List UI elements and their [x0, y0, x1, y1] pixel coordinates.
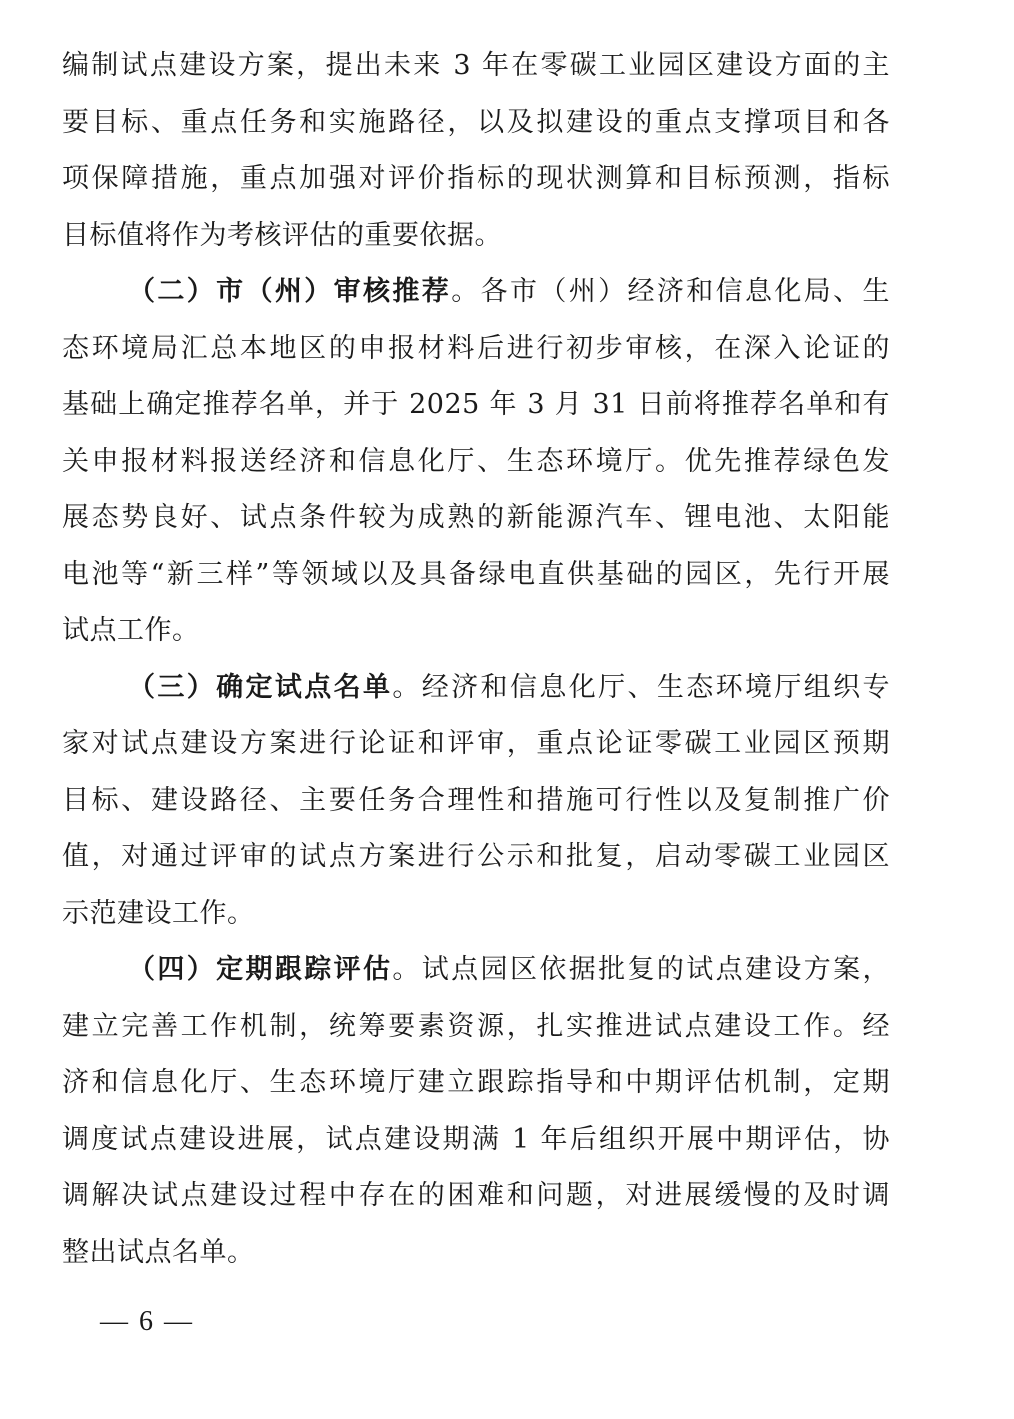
section-first-line [62, 660, 890, 717]
text-line: 目标值将作为考核评估的重要依据。 [62, 219, 502, 251]
text-line: 态环境局汇总本地区的申报材料后进行初步审核，在深入论证的 [62, 332, 890, 364]
intro-paragraph [62, 38, 890, 264]
section-text: 。经济和信息化厅、生态环境厅组织专 [392, 671, 890, 703]
text-line: 济和信息化厅、生态环境厅建立跟踪指导和中期评估机制，定期 [62, 1067, 890, 1098]
section-text: 。各市（州）经济和信息化局、生 [451, 276, 890, 307]
text-line: 基础上确定推荐名单，并于 2025 年 3 月 31 日前将推荐名单和有 [62, 389, 890, 420]
text-line: 电池等“新三样”等领域以及具备绿电直供基础的园区，先行开展 [62, 558, 890, 590]
text-line: 调解决试点建设过程中存在的困难和问题，对进展缓慢的及时调 [62, 1180, 890, 1211]
section-heading: （四）定期跟踪评估 [128, 954, 393, 985]
section-heading: （三）确定试点名单 [128, 671, 393, 703]
text-line: 目标、建设路径、主要任务合理性和措施可行性以及复制推广价 [62, 784, 890, 816]
page-number: — 6 — [100, 1306, 194, 1337]
text-line: 要目标、重点任务和实施路径，以及拟建设的重点支撑项目和各 [62, 106, 890, 138]
section-3-paragraph [62, 660, 890, 943]
text-line: 整出试点名单。 [62, 1236, 255, 1268]
text-line: 值，对通过评审的试点方案进行公示和批复，启动零碳工业园区 [62, 841, 890, 872]
text-line: 示范建设工作。 [62, 897, 255, 929]
section-text: 。试点园区依据批复的试点建设方案， [392, 954, 890, 985]
section-4-paragraph [62, 942, 890, 1281]
document-body [62, 38, 890, 1281]
section-2-paragraph [62, 264, 890, 660]
text-line: 项保障措施，重点加强对评价指标的现状测算和目标预测，指标 [62, 163, 890, 194]
section-first-line [62, 264, 890, 321]
text-line: 家对试点建设方案进行论证和评审，重点论证零碳工业园区预期 [62, 728, 890, 759]
text-line: 关申报材料报送经济和信息化厅、生态环境厅。优先推荐绿色发 [62, 445, 890, 477]
section-first-line [62, 942, 890, 999]
text-line: 展态势良好、试点条件较为成熟的新能源汽车、锂电池、太阳能 [62, 502, 890, 533]
text-line: 编制试点建设方案，提出未来 3 年在零碳工业园区建设方面的主 [62, 50, 890, 81]
text-line: 调度试点建设进展，试点建设期满 1 年后组织开展中期评估，协 [62, 1123, 890, 1155]
text-line: 建立完善工作机制，统筹要素资源，扎实推进试点建设工作。经 [62, 1010, 890, 1042]
text-line: 试点工作。 [62, 615, 200, 646]
section-heading: （二）市（州）审核推荐 [128, 276, 452, 307]
